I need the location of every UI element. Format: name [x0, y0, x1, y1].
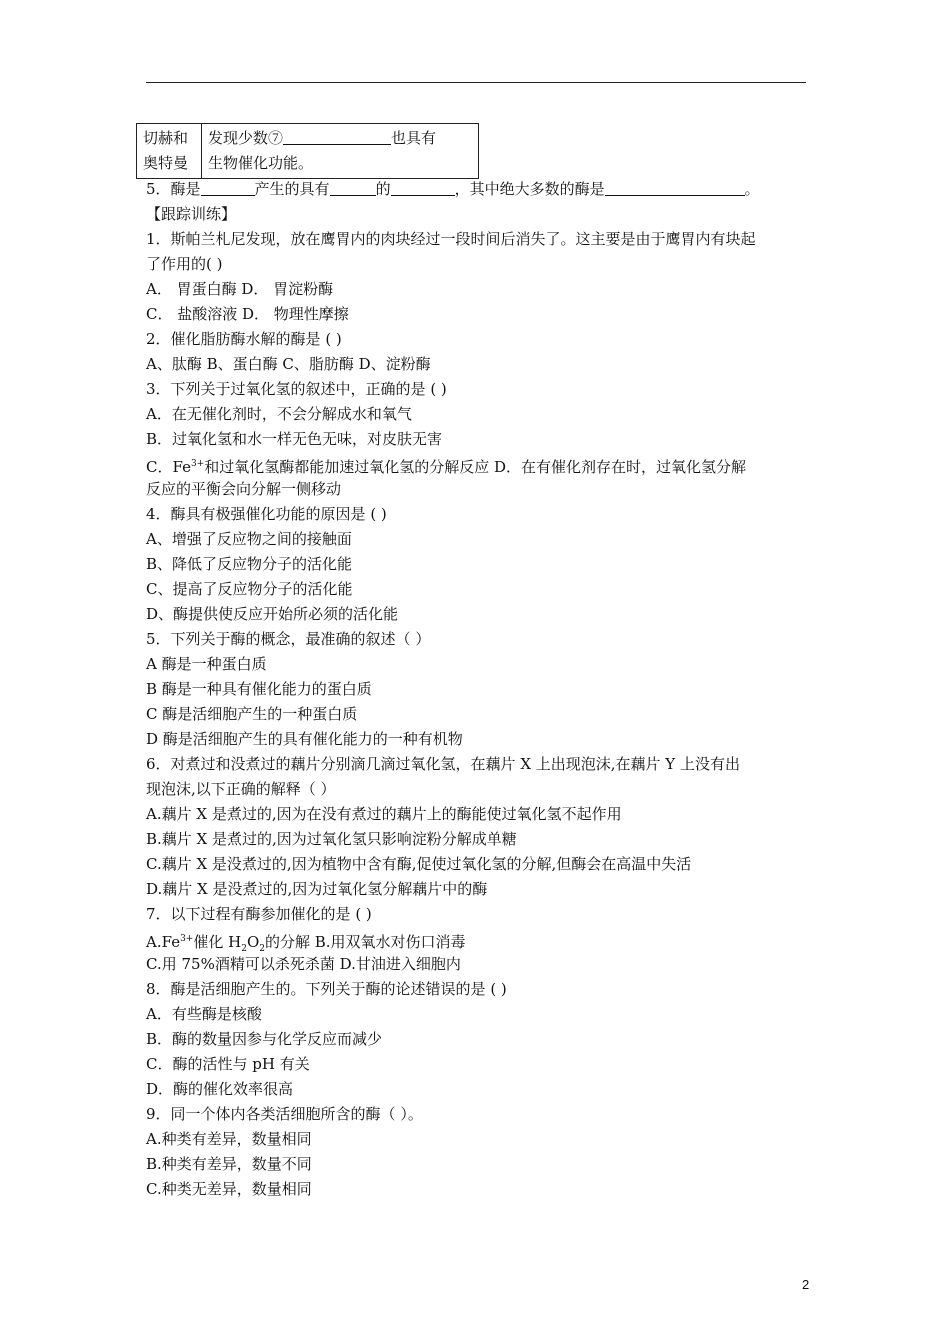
q6-option-c: C.藕片 X 是没煮过的,因为植物中含有酶,促使过氧化氢的分解,但酶会在高温中失活: [146, 855, 692, 873]
q9-option-c: C.种类无差异，数量相同: [146, 1180, 312, 1198]
q5-option-a: A 酶是一种蛋白质: [146, 655, 267, 673]
q7-stem: 7．以下过程有酶参加催化的是 ( ): [146, 905, 372, 923]
q5-option-d: D 酶是活细胞产生的具有催化能力的一种有机物: [146, 730, 463, 748]
q4-option-b: B、降低了反应物分子的活化能: [146, 555, 353, 573]
q5-fill-in: [146, 178, 760, 200]
fe-charge: 3+: [190, 459, 205, 469]
q4-option-a: A、增强了反应物之间的接触面: [146, 530, 352, 548]
scientists-line2: 奥特曼: [143, 154, 189, 172]
q7-a-o: O: [246, 933, 260, 951]
q9-option-a: A.种类有差异，数量相同: [146, 1130, 312, 1148]
q3-option-d-cont: 反应的平衡会向分解一侧移动: [146, 480, 342, 498]
header-rule: [146, 82, 806, 83]
q6-option-b: B.藕片 X 是煮过的,因为过氧化氢只影响淀粉分解成单糖: [146, 830, 517, 848]
h2-subscript: 2: [241, 944, 247, 954]
q8-option-b: B．酶的数量因参与化学反应而减少: [146, 1030, 383, 1048]
discovery-line2: 生物催化功能。: [208, 154, 314, 172]
q4-option-c: C、提高了反应物分子的活化能: [146, 580, 353, 598]
blank-4[interactable]: [605, 179, 745, 196]
q5-text-4: ，其中绝大多数的酶是: [454, 180, 605, 198]
q9-stem: 9．同一个体内各类活细胞所含的酶（ ）。: [146, 1105, 423, 1123]
q3-option-a: A．在无催化剂时，不会分解成水和氧气: [146, 405, 412, 423]
q2-stem: 2．催化脂肪酶水解的酶是 ( ): [146, 330, 342, 348]
blank-2[interactable]: [330, 179, 376, 196]
q4-stem: 4．酶具有极强催化功能的原因是 ( ): [146, 505, 387, 523]
q3-stem: 3．下列关于过氧化氢的叙述中，正确的是 ( ): [146, 380, 447, 398]
q7-options-cd: C.用 75%酒精可以杀死杀菌 D.甘油进入细胞内: [146, 955, 461, 973]
q9-option-b: B.种类有差异，数量不同: [146, 1155, 312, 1173]
q8-option-a: A．有些酶是核酸: [146, 1005, 262, 1023]
blank-3[interactable]: [391, 179, 455, 196]
q8-option-d: D．酶的催化效率很高: [146, 1080, 294, 1098]
q5-option-c: C 酶是活细胞产生的一种蛋白质: [146, 705, 358, 723]
fe-charge-2: 3+: [180, 934, 194, 944]
q1-options-cd: C． 盐酸溶液 D． 物理性摩擦: [146, 305, 349, 323]
q5-text-2: 产生的具有: [254, 180, 330, 198]
table-cell-scientists: [137, 124, 202, 179]
page-number: 2: [802, 1277, 810, 1292]
q5-text-5: 。: [744, 180, 760, 198]
q2-options: A、肽酶 B、蛋白酶 C、脂肪酶 D、淀粉酶: [146, 355, 431, 373]
q6-option-d: D.藕片 X 是没煮过的,因为过氧化氢分解藕片中的酶: [146, 880, 488, 898]
q6-stem-cont: 现泡沫,以下正确的解释（ ）: [146, 780, 336, 798]
discovery-suffix: 也具有: [391, 129, 437, 147]
q7-a-text: 催化 H: [193, 933, 242, 951]
q3-c-rest: 和过氧化氢酶都能加速过氧化氢的分解反应 D．在有催化剂存在时，过氧化氢分解: [204, 458, 747, 476]
q5-option-b: B 酶是一种具有催化能力的蛋白质: [146, 680, 372, 698]
blank-7[interactable]: [283, 128, 391, 145]
table-row: [137, 124, 479, 179]
q5-text-3: 的: [375, 180, 391, 198]
q6-stem: 6．对煮过和没煮过的藕片分别滴几滴过氧化氢，在藕片 X 上出现泡沫,在藕片 Y 上没有出: [146, 755, 740, 773]
q4-option-d: D、酶提供使反应开始所必须的活化能: [146, 605, 399, 623]
q7-a-prefix: A.Fe: [146, 933, 181, 951]
q3-option-cd: [146, 453, 746, 478]
discovery-table: [136, 123, 479, 179]
blank-1[interactable]: [201, 179, 255, 196]
q7-a-rest: 的分解 B.用双氧水对伤口消毒: [265, 933, 466, 951]
q5-stem: 5．下列关于酶的概念，最准确的叙述（ ）: [146, 630, 431, 648]
q6-option-a: A.藕片 X 是煮过的,因为在没有煮过的藕片上的酶能使过氧化氢不起作用: [146, 805, 622, 823]
q1-options-ab: A． 胃蛋白酶 D． 胃淀粉酶: [146, 280, 334, 298]
q5-text-1: 5．酶是: [146, 180, 201, 198]
section-title: 【跟踪训练】: [146, 205, 237, 223]
q3-c-prefix: C．Fe: [146, 458, 191, 476]
discovery-prefix: 发现少数⑦: [208, 129, 284, 147]
q8-stem: 8．酶是活细胞产生的。下列关于酶的论述错误的是 ( ): [146, 980, 507, 998]
o2-subscript: 2: [259, 944, 265, 954]
scientists-line1: 切赫和: [143, 129, 189, 147]
table-cell-discovery: [202, 124, 479, 179]
q1-stem: 1．斯帕兰札尼发现，放在鹰胃内的肉块经过一段时间后消失了。这主要是由于鹰胃内有块起: [146, 230, 756, 248]
q1-stem-cont: 了作用的( ): [146, 255, 223, 273]
q3-option-b: B．过氧化氢和水一样无色无味，对皮肤无害: [146, 430, 443, 448]
q8-option-c: C．酶的活性与 pH 有关: [146, 1055, 310, 1073]
